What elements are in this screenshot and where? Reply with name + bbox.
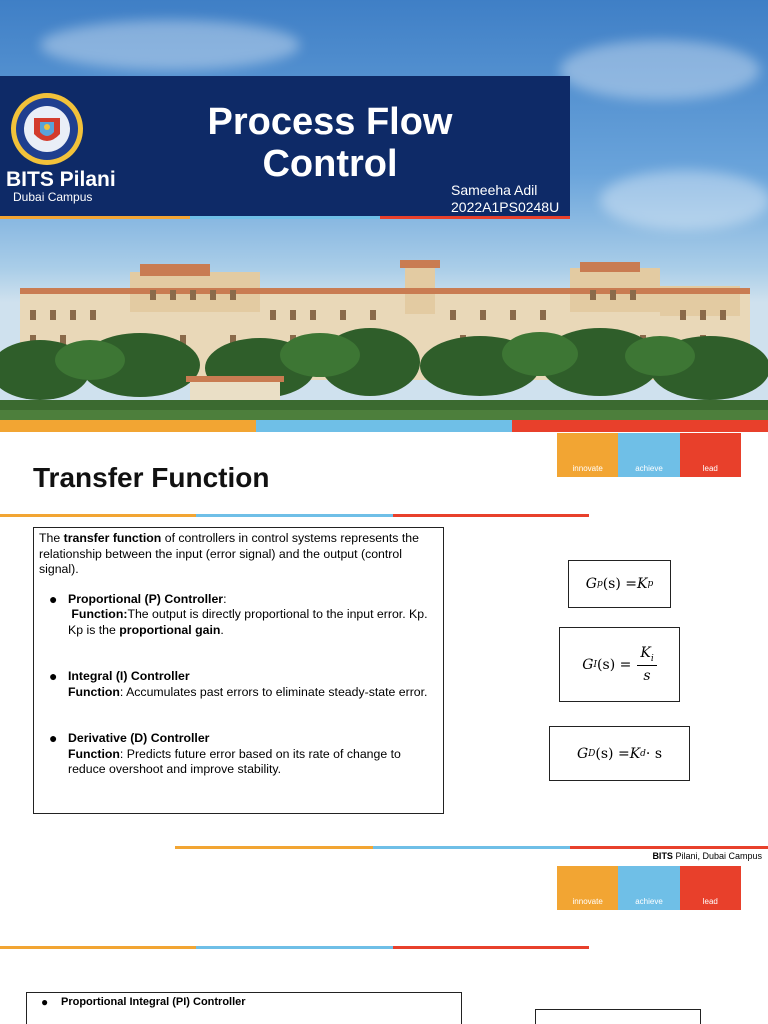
title-underline xyxy=(0,514,589,517)
list-item: ● Proportional (P) Controller: Function:The output is directly proportional to the input error. Kp. Kp is the proportional gain. xyxy=(49,590,428,637)
campus-building-photo xyxy=(0,250,768,420)
innovate-achieve-lead-banner xyxy=(557,433,741,477)
title-underline xyxy=(0,946,589,949)
deck-title-line-2: Control xyxy=(262,143,398,185)
bits-emblem-logo xyxy=(10,92,84,166)
section-title: Transfer Function xyxy=(33,462,270,493)
item-heading: Integral (I) Controller xyxy=(68,669,190,683)
intro-paragraph: The transfer function of controllers in control systems represents the relationship between the input (error signal) and the output (control signal). xyxy=(39,531,419,576)
transfer-function-text-box xyxy=(33,527,444,814)
formula-d-controller: G D (s) = K d · s xyxy=(549,726,690,781)
cloud xyxy=(40,20,300,70)
formula-i-controller: G I (s) = $\frac{K_i}{s}$ xyxy=(559,627,680,702)
tagline-lead: lead xyxy=(702,464,718,473)
item-function-label: Function: xyxy=(71,607,128,621)
bullet-icon: ● xyxy=(49,668,58,684)
cloud xyxy=(600,170,768,230)
cloud xyxy=(560,40,760,100)
formula-p-controller: G p (s) = K p xyxy=(568,560,671,608)
tagline-achieve: achieve xyxy=(635,897,663,906)
item-heading: Proportional (P) Controller xyxy=(68,591,224,606)
tagline-innovate: innovate xyxy=(572,897,603,906)
pi-controller-text-box xyxy=(26,992,462,1024)
author-name: Sameeha Adil xyxy=(451,182,538,198)
deck-title xyxy=(160,101,500,185)
formula-pi-controller-box xyxy=(535,1009,701,1024)
brand-subtitle: Dubai Campus xyxy=(13,190,93,204)
bullet-icon: ● xyxy=(49,590,58,607)
intro-bold: transfer function xyxy=(63,531,162,545)
footer-campus-label: BITS Pilani, Dubai Campus xyxy=(652,851,762,861)
deck-title-line-1: Process Flow xyxy=(207,101,453,143)
author-id: 2022A1PS0248U xyxy=(451,199,560,215)
tagline-lead: lead xyxy=(702,897,718,906)
title-slide xyxy=(0,0,768,432)
tagline-achieve: achieve xyxy=(635,464,663,473)
item-function-label: Function xyxy=(68,746,120,761)
list-item: ● Integral (I) Controller Function: Accumulates past errors to eliminate steady-state error. xyxy=(39,669,438,700)
innovate-achieve-lead-banner xyxy=(557,866,741,910)
panel-color-stripe xyxy=(0,216,570,219)
item-heading: Proportional Integral (PI) Controller xyxy=(61,996,246,1008)
bullet-icon: ● xyxy=(49,730,58,746)
tagline-innovate: innovate xyxy=(572,464,603,473)
item-heading: Derivative (D) Controller xyxy=(68,731,210,745)
brand-name: BITS Pilani xyxy=(6,168,116,191)
fraction: $\frac{K_i}{s}$ xyxy=(637,645,656,685)
slide-bottom-stripe xyxy=(0,420,768,432)
author-block xyxy=(451,182,559,216)
list-item: ● Derivative (D) Controller Function: Predicts future error based on its rate of change to reduce overshoot and improve stability. xyxy=(39,731,438,778)
footer-rule xyxy=(175,846,768,849)
item-function-label: Function xyxy=(68,684,120,699)
bullet-icon: ● xyxy=(41,995,49,1009)
